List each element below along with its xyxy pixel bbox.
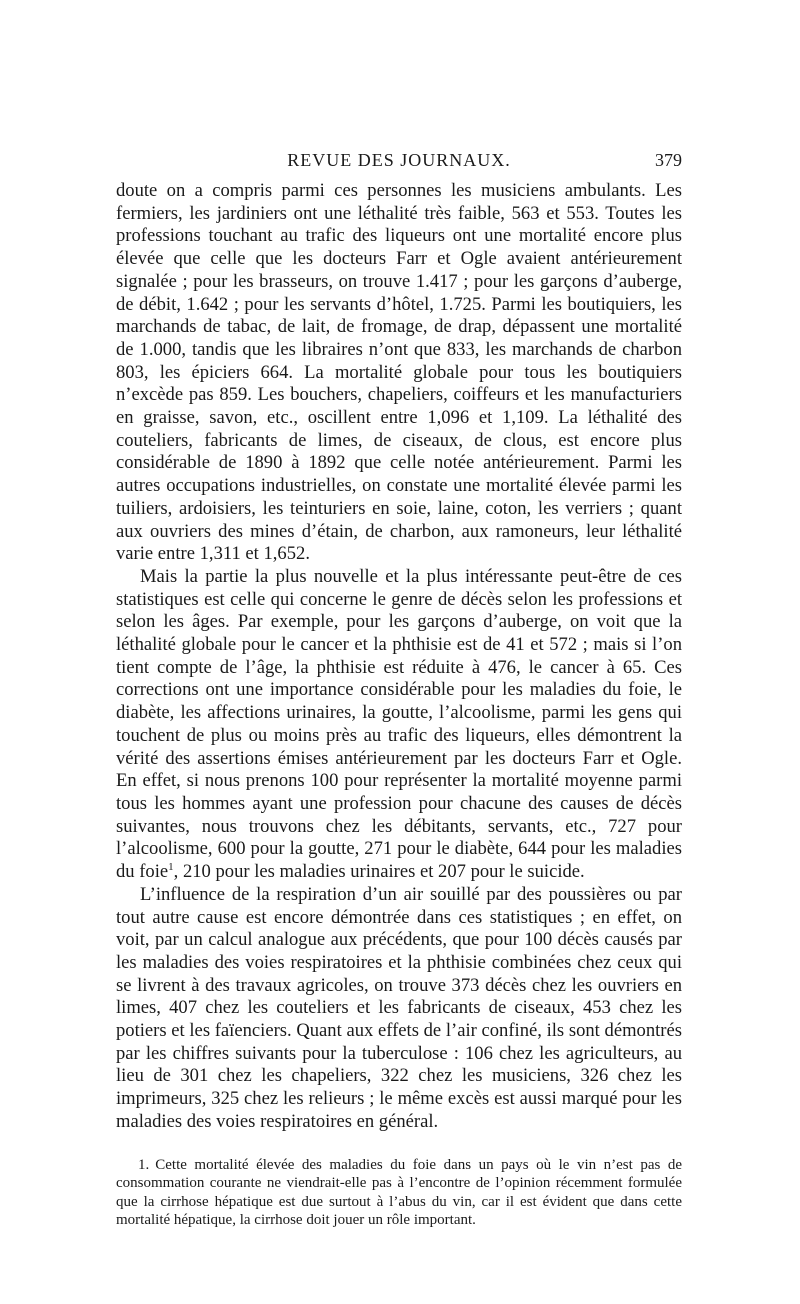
paragraph-3: L’influence de la respiration d’un air souillé par des poussières ou par tout autre cause est encore démontrée dans ces statistiques ; en effet, on voit, par un calcul analogue aux précédents, que pour 100 décès causés par les maladies des voies respiratoires et la phthisie combinées chez ceux qui se livrent à des travaux agricoles, on trouve 373 décès chez les ouvriers en limes, 407 chez les couteliers et les fabricants de ciseaux, 453 chez les potiers et les faïenciers. Quant aux effets de l’air confiné, ils sont démontrés par les chiffres suivants pour la tuberculose : 106 chez les agriculteurs, au lieu de 301 chez les chapeliers, 322 chez les musiciens, 326 chez les imprimeurs, 325 chez les relieurs ; le même excès est aussi marqué pour les maladies des voies respiratoires en général. xyxy=(116,883,682,1132)
footnote-text: Cette mortalité élevée des maladies du foie dans un pays où le vin n’est pas de consommation courante ne viendrait-elle pas à l’encontre de l’opinion récemment formulée que la cirrhose hépatique est due surtout à l’abus du vin, car il est évident que dans cette mortalité hépatique, la cirrhose doit jouer un rôle important. xyxy=(116,1156,682,1229)
paragraph-2-continuation: , 210 pour les maladies urinaires et 207 pour le suicide. xyxy=(173,861,585,883)
paragraph-1: doute on a compris parmi ces personnes les musiciens ambulants. Les fermiers, les jardiniers ont une léthalité très faible, 563 et 553. Toutes les professions touchant au trafic des liqueurs ont une mortalité encore plus élevée que celle que les docteurs Farr et Ogle avaient antérieurement signalée ; pour les brasseurs, on trouve 1.417 ; pour les garçons d’auberge, de débit, 1.642 ; pour les servants d’hôtel, 1.725. Parmi les boutiquiers, les marchands de tabac, de lait, de fromage, de drap, dépassent une mortalité de 1.000, tandis que les libraires n’ont que 833, les marchands de charbon 803, les épiciers 664. La mortalité globale pour tous les boutiquiers n’excède pas 859. Les bouchers, chapeliers, coiffeurs et les manufacturiers en graisse, savon, etc., oscillent entre 1,096 et 1,109. La léthalité des couteliers, fabricants de limes, de ciseaux, de clous, est encore plus considérable de 1890 à 1892 que celle notée antérieurement. Parmi les autres occupations industrielles, on constate une mortalité élevée parmi les tuiliers, ardoisiers, les teinturiers en soie, laine, coton, les verriers ; quant aux ouvriers des mines d’étain, de charbon, aux ramoneurs, leur léthalité varie entre 1,311 et 1,652. xyxy=(116,180,682,565)
footnote-number: 1. xyxy=(138,1156,150,1173)
body-text xyxy=(116,180,682,1134)
running-header xyxy=(116,150,682,180)
paragraph-2-text: Mais la partie la plus nouvelle et la plus intéressante peut-être de ces statistiques est celle qui concerne le genre de décès selon les professions et selon les âges. Par exemple, pour les garçons d’auberge, on voit que la léthalité globale pour le cancer et la phthisie est de 41 et 572 ; mais si l’on tient compte de l’âge, la phthisie est réduite à 476, le cancer à 65. Ces corrections ont une importance considérable pour les maladies du foie, le diabète, les affections urinaires, la goutte, l’alcoolisme, parmi les gens qui touchent de plus ou moins près au trafic des liqueurs, elles démontrent la vérité des assertions émises antérieurement par les docteurs Farr et Ogle. En effet, si nous prenons 100 pour représenter la mortalité moyenne parmi tous les hommes ayant une profession pour chacune des causes de décès suivantes, nous trouvons chez les débitants, servants, etc., 727 pour l’alcoolisme, 600 pour la goutte, 271 pour le diabète, 644 pour les maladies du foie xyxy=(116,565,682,883)
book-page xyxy=(116,150,682,1230)
footnote-reference: 1 xyxy=(168,860,174,873)
paragraph-2 xyxy=(116,566,682,884)
page-number: 379 xyxy=(655,150,682,170)
footnote xyxy=(116,1156,682,1230)
running-title: REVUE DES JOURNAUX. xyxy=(287,150,511,170)
